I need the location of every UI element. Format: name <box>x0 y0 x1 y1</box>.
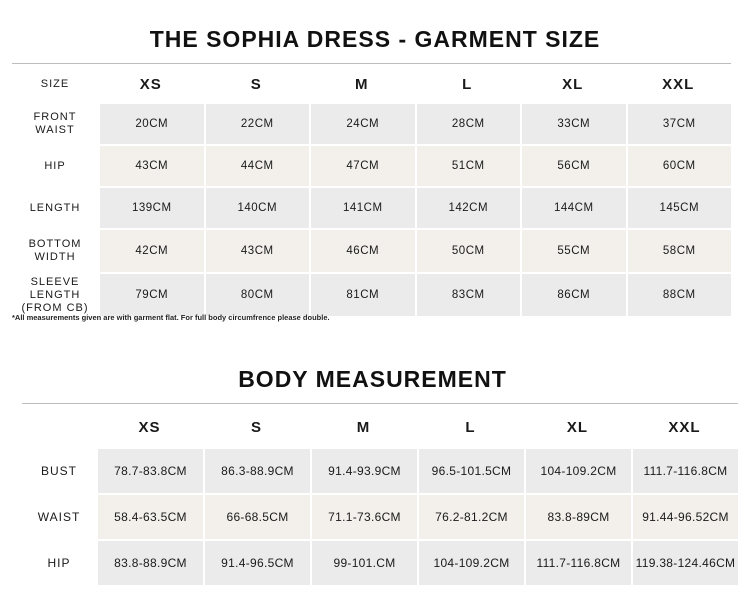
table-cell: 50CM <box>415 230 521 274</box>
table-cell: 141CM <box>309 188 415 230</box>
garment-row-bottom-width <box>12 230 731 274</box>
table-cell: 71.1-73.6CM <box>310 495 417 541</box>
size-header-l: L <box>462 75 473 93</box>
table-cell: 58.4-63.5CM <box>96 495 203 541</box>
size-header-xl: XL <box>566 418 589 436</box>
table-cell: 51CM <box>415 146 521 188</box>
row-label: SLEEVE LENGTH (FROM CB) <box>21 275 89 314</box>
table-cell: 83.8-88.9CM <box>96 541 203 585</box>
garment-row-front-waist <box>12 104 731 146</box>
table-cell: 28CM <box>415 104 521 146</box>
table-cell: 79CM <box>98 274 204 316</box>
table-cell: 22CM <box>204 104 310 146</box>
table-cell: 47CM <box>309 146 415 188</box>
size-header-xxl: XXL <box>662 75 695 93</box>
table-cell: 24CM <box>309 104 415 146</box>
table-cell: 91.44-96.52CM <box>631 495 738 541</box>
garment-row-sleeve-length <box>12 274 731 316</box>
table-cell: 60CM <box>626 146 732 188</box>
size-header-m: M <box>355 75 369 93</box>
table-cell: 83CM <box>415 274 521 316</box>
table-cell: 66-68.5CM <box>203 495 310 541</box>
row-label: FRONT WAIST <box>12 104 98 146</box>
row-label: HIP <box>47 556 71 570</box>
table-cell: 99-101.CM <box>310 541 417 585</box>
table-cell: 43CM <box>98 146 204 188</box>
table-cell: 91.4-96.5CM <box>203 541 310 585</box>
size-header-s: S <box>250 418 262 436</box>
garment-header-row <box>12 64 731 104</box>
body-header-row <box>22 405 738 449</box>
row-label: BOTTOM WIDTH <box>12 230 98 274</box>
empty-header <box>22 405 96 449</box>
table-cell: 144CM <box>520 188 626 230</box>
table-cell: 104-109.2CM <box>417 541 524 585</box>
table-cell: 76.2-81.2CM <box>417 495 524 541</box>
table-cell: 96.5-101.5CM <box>417 449 524 495</box>
table-cell: 91.4-93.9CM <box>310 449 417 495</box>
measurement-note: *All measurements given are with garment flat. For full body circumfrence please double. <box>12 313 330 322</box>
table-cell: 46CM <box>309 230 415 274</box>
table-cell: 44CM <box>204 146 310 188</box>
table-cell: 104-109.2CM <box>524 449 631 495</box>
size-header-xl: XL <box>562 75 584 93</box>
table-cell: 58CM <box>626 230 732 274</box>
table-cell: 88CM <box>626 274 732 316</box>
table-cell: 139CM <box>98 188 204 230</box>
size-header-l: L <box>465 418 476 436</box>
table-cell: 145CM <box>626 188 732 230</box>
size-header-xxl: XXL <box>668 418 701 436</box>
table-cell: 43CM <box>204 230 310 274</box>
body-measurement-table <box>22 405 738 585</box>
table-cell: 83.8-89CM <box>524 495 631 541</box>
garment-size-table <box>12 64 731 316</box>
table-cell: 56CM <box>520 146 626 188</box>
table-cell: 33CM <box>520 104 626 146</box>
body-title-divider <box>22 403 738 404</box>
table-cell: 37CM <box>626 104 732 146</box>
table-cell: 20CM <box>98 104 204 146</box>
table-cell: 111.7-116.8CM <box>631 449 738 495</box>
garment-row-hip <box>12 146 731 188</box>
size-label: SIZE <box>40 78 70 90</box>
garment-row-length <box>12 188 731 230</box>
body-row-waist <box>22 495 738 541</box>
table-cell: 42CM <box>98 230 204 274</box>
table-cell: 55CM <box>520 230 626 274</box>
row-label: LENGTH <box>12 188 98 230</box>
row-label: HIP <box>12 146 98 188</box>
garment-size-title: THE SOPHIA DRESS - GARMENT SIZE <box>149 26 601 52</box>
table-cell: 86CM <box>520 274 626 316</box>
row-label: BUST <box>22 449 96 495</box>
table-cell: 119.38-124.46CM <box>631 541 738 585</box>
table-cell: 80CM <box>204 274 310 316</box>
row-label: WAIST <box>22 495 96 541</box>
size-header-m: M <box>356 418 371 436</box>
table-cell: 140CM <box>204 188 310 230</box>
table-cell: 142CM <box>415 188 521 230</box>
size-header-s: S <box>250 75 262 93</box>
body-row-hip <box>22 541 738 585</box>
size-header-xs: XS <box>138 418 161 436</box>
table-cell: 78.7-83.8CM <box>96 449 203 495</box>
table-cell: 81CM <box>309 274 415 316</box>
body-measurement-title: BODY MEASUREMENT <box>238 366 507 392</box>
table-cell: 111.7-116.8CM <box>524 541 631 585</box>
table-cell: 86.3-88.9CM <box>203 449 310 495</box>
size-header-xs: XS <box>139 75 162 93</box>
body-row-bust <box>22 449 738 495</box>
